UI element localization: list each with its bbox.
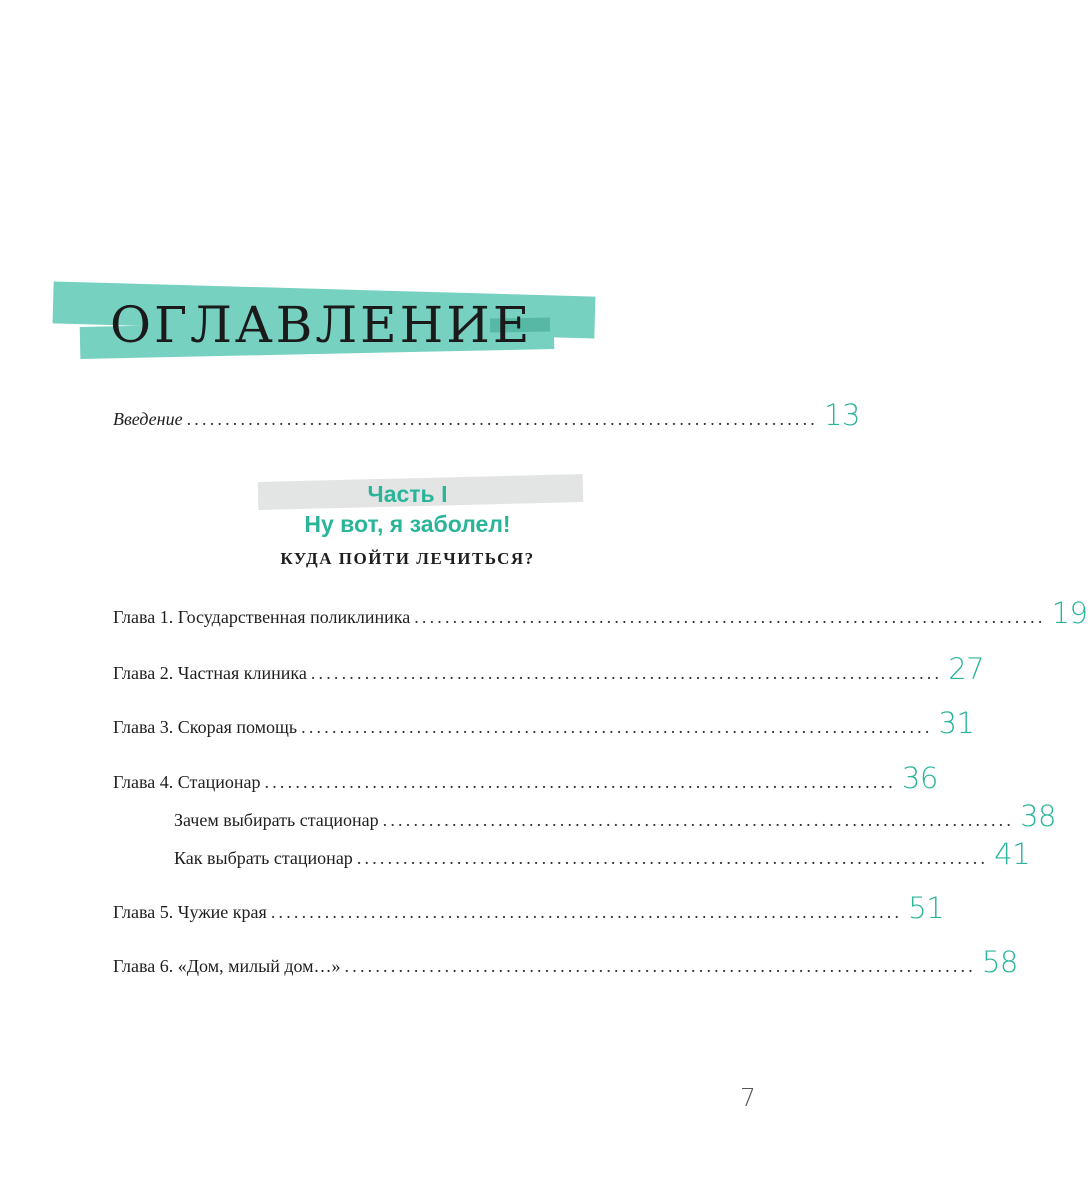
toc-row[interactable] <box>113 761 938 795</box>
toc-entry-label: Зачем выбирать стационар <box>174 810 379 830</box>
toc-row[interactable] <box>113 652 985 686</box>
toc-subrow[interactable] <box>174 837 1031 871</box>
toc-page-number: 36 <box>901 761 938 795</box>
page-title: ОГЛАВЛЕНИЕ <box>110 296 533 354</box>
toc-entry-label: Глава 3. Скорая помощь <box>113 717 298 737</box>
toc-entry-label: Глава 6. «Дом, милый дом…» <box>113 956 341 976</box>
dot-leader: .................................................................................. <box>310 663 943 683</box>
toc-page-number: 19 <box>1051 596 1088 630</box>
toc-page-number: 58 <box>981 945 1018 979</box>
toc-page-number: 41 <box>994 837 1031 871</box>
toc-entry-label: Как выбрать стационар <box>174 848 353 868</box>
toc-subrow[interactable] <box>174 799 1056 833</box>
toc-entry-label: Глава 1. Государственная поликлиника <box>113 607 411 627</box>
page-number: 7 <box>740 1083 756 1112</box>
toc-entry-label: Глава 2. Частная клиника <box>113 663 307 683</box>
dot-leader: .................................................................................. <box>301 717 933 737</box>
toc-row[interactable] <box>113 706 975 740</box>
toc-entry-label: Введение <box>113 409 183 429</box>
part-title: Ну вот, я заболел! <box>304 511 511 537</box>
toc-entry-label: Глава 4. Стационар <box>113 772 261 792</box>
toc-row[interactable] <box>113 891 945 925</box>
toc-page-number: 31 <box>938 706 975 740</box>
dot-leader: .................................................................................. <box>382 810 1015 830</box>
toc-entry-label: Глава 5. Чужие края <box>113 902 267 922</box>
part-subtitle: КУДА ПОЙТИ ЛЕЧИТЬСЯ? <box>280 549 535 568</box>
toc-page-number: 27 <box>948 652 985 686</box>
dot-leader: .................................................................................. <box>270 902 903 922</box>
dot-leader: .................................................................................. <box>344 956 976 976</box>
toc-row[interactable] <box>113 596 1088 630</box>
toc-page-number: 51 <box>908 891 945 925</box>
dot-leader: .................................................................................. <box>356 848 989 868</box>
dot-leader: .................................................................................. <box>414 607 1046 627</box>
toc-page-number: 13 <box>824 398 860 432</box>
toc-row-intro[interactable] <box>113 398 860 432</box>
dot-leader: .................................................................................. <box>264 772 896 792</box>
dot-leader: .................................................................................. <box>186 409 818 429</box>
toc-row[interactable] <box>113 945 1018 979</box>
part-label: Часть I <box>367 481 448 507</box>
toc-page-number: 38 <box>1020 799 1056 833</box>
